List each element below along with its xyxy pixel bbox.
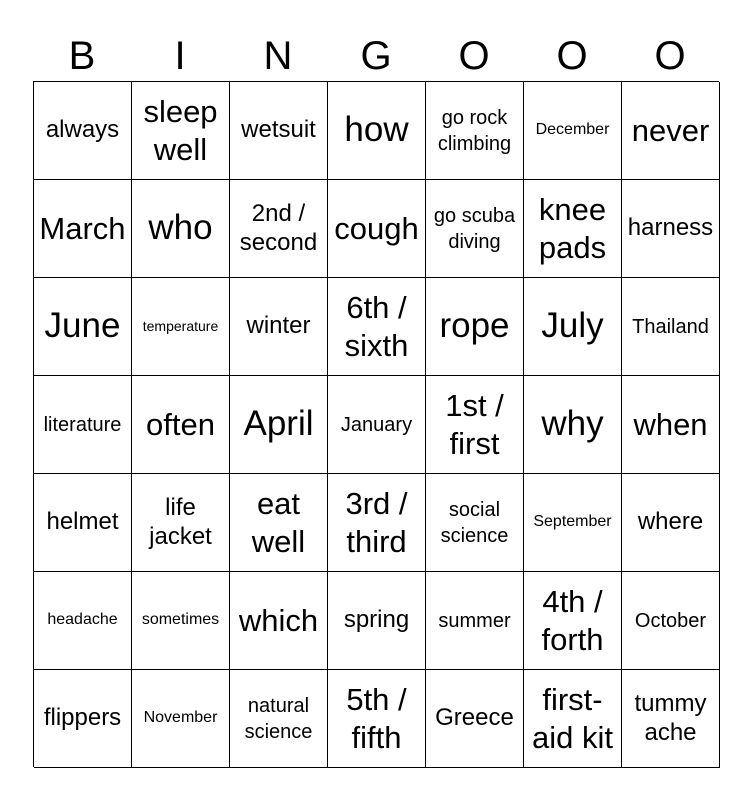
- bingo-cell[interactable]: summer: [426, 572, 524, 670]
- bingo-cell[interactable]: when: [622, 376, 720, 474]
- bingo-cell[interactable]: knee pads: [524, 180, 622, 278]
- bingo-cell[interactable]: October: [622, 572, 720, 670]
- header-letter-5: O: [458, 34, 490, 78]
- bingo-cell[interactable]: natural science: [230, 670, 328, 768]
- bingo-cell[interactable]: January: [328, 376, 426, 474]
- bingo-cell[interactable]: who: [132, 180, 230, 278]
- bingo-cell[interactable]: July: [524, 278, 622, 376]
- bingo-cell[interactable]: tummy ache: [622, 670, 720, 768]
- bingo-cell[interactable]: June: [34, 278, 132, 376]
- bingo-cell[interactable]: flippers: [34, 670, 132, 768]
- header-letter-1: B: [68, 34, 96, 78]
- header-letter-7: O: [654, 34, 686, 78]
- bingo-cell[interactable]: September: [524, 474, 622, 572]
- bingo-cell[interactable]: November: [132, 670, 230, 768]
- header-letter-3: N: [263, 34, 293, 78]
- bingo-cell[interactable]: never: [622, 82, 720, 180]
- bingo-cell[interactable]: life jacket: [132, 474, 230, 572]
- bingo-cell[interactable]: which: [230, 572, 328, 670]
- bingo-cell[interactable]: harness: [622, 180, 720, 278]
- bingo-board: [33, 81, 719, 767]
- bingo-cell[interactable]: April: [230, 376, 328, 474]
- bingo-cell[interactable]: first-aid kit: [524, 670, 622, 768]
- bingo-header: [33, 30, 719, 82]
- bingo-cell[interactable]: go scuba diving: [426, 180, 524, 278]
- bingo-cell[interactable]: 1st / first: [426, 376, 524, 474]
- bingo-cell[interactable]: Thailand: [622, 278, 720, 376]
- bingo-cell[interactable]: helmet: [34, 474, 132, 572]
- header-letter-2: I: [174, 34, 186, 78]
- bingo-cell[interactable]: spring: [328, 572, 426, 670]
- bingo-cell[interactable]: where: [622, 474, 720, 572]
- bingo-cell[interactable]: sometimes: [132, 572, 230, 670]
- bingo-cell[interactable]: go rock climbing: [426, 82, 524, 180]
- bingo-cell[interactable]: 4th / forth: [524, 572, 622, 670]
- bingo-cell[interactable]: cough: [328, 180, 426, 278]
- bingo-cell[interactable]: social science: [426, 474, 524, 572]
- bingo-cell[interactable]: Greece: [426, 670, 524, 768]
- bingo-cell[interactable]: December: [524, 82, 622, 180]
- bingo-cell[interactable]: rope: [426, 278, 524, 376]
- bingo-cell[interactable]: sleep well: [132, 82, 230, 180]
- bingo-cell[interactable]: 5th / fifth: [328, 670, 426, 768]
- bingo-cell[interactable]: March: [34, 180, 132, 278]
- bingo-cell[interactable]: 2nd / second: [230, 180, 328, 278]
- bingo-cell[interactable]: how: [328, 82, 426, 180]
- header-letter-6: O: [556, 34, 588, 78]
- bingo-cell[interactable]: headache: [34, 572, 132, 670]
- bingo-cell[interactable]: wetsuit: [230, 82, 328, 180]
- bingo-cell[interactable]: winter: [230, 278, 328, 376]
- bingo-cell[interactable]: 3rd / third: [328, 474, 426, 572]
- bingo-cell[interactable]: often: [132, 376, 230, 474]
- bingo-cell[interactable]: 6th / sixth: [328, 278, 426, 376]
- bingo-cell[interactable]: why: [524, 376, 622, 474]
- bingo-cell[interactable]: temperature: [132, 278, 230, 376]
- bingo-cell[interactable]: eat well: [230, 474, 328, 572]
- bingo-cell[interactable]: always: [34, 82, 132, 180]
- bingo-cell[interactable]: literature: [34, 376, 132, 474]
- header-letter-4: G: [360, 34, 392, 78]
